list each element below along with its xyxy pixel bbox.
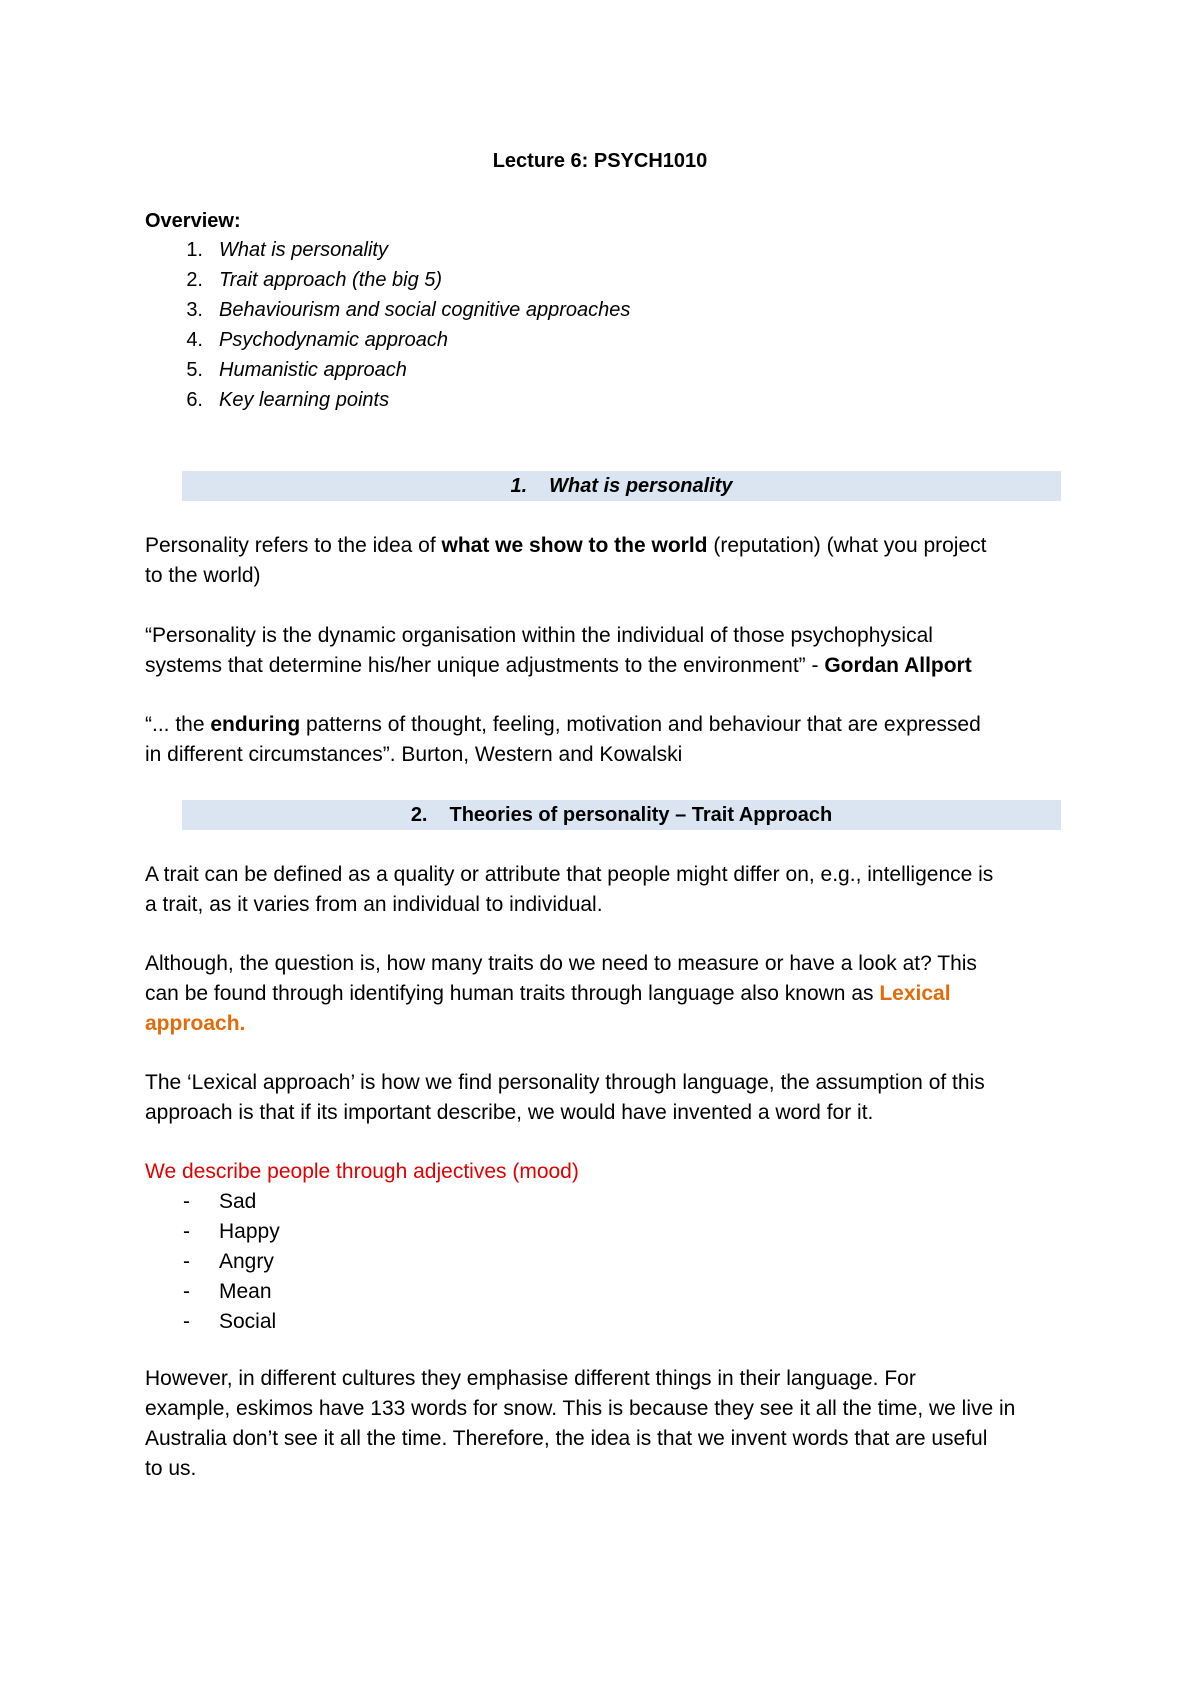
highlight-term: Lexical [879,982,951,1005]
dash-bullet: - [183,1310,190,1333]
list-number: 4. [186,329,203,351]
list-text: Humanistic approach [219,359,407,381]
text-line: in different circumstances”. Burton, Western and Kowalski [145,743,683,766]
text-line: Although, the question is, how many traits do we need to measure or have a look at? This [145,952,977,975]
dash-bullet: - [183,1220,190,1243]
list-text: Happy [219,1220,280,1243]
list-number: 3. [186,299,203,321]
paragraph-cultures [145,1364,1075,1484]
text-run: patterns of thought, feeling, motivation and behaviour that are expressed [300,713,981,736]
text-run: Personality refers to the idea of [145,534,442,557]
list-text: Social [219,1310,277,1333]
text-line: Australia don’t see it all the time. Therefore, the idea is that we invent words that are useful [145,1427,988,1450]
section-heading-2 [182,800,1061,830]
list-text: Angry [219,1250,274,1273]
text-run: (reputation) (what you project [707,534,987,557]
paragraph-lexical-explanation [145,1068,1075,1128]
section-number: 1. [510,475,528,497]
list-text: Key learning points [219,389,390,411]
text-line: to the world) [145,564,261,587]
dash-bullet: - [183,1190,190,1213]
section-title: Theories of personality – Trait Approach [449,804,833,826]
text-line: The ‘Lexical approach’ is how we find personality through language, the assumption of this [145,1071,985,1094]
text-line: However, in different cultures they emphasise different things in their language. For [145,1367,916,1390]
list-text: Mean [219,1280,272,1303]
text-run: systems that determine his/her unique adjustments to the environment” - [145,654,825,677]
dash-bullet: - [183,1280,190,1303]
bold-text: what we show to the world [441,534,708,557]
list-number: 2. [186,269,203,291]
paragraph-personality-definition [145,531,1075,591]
text-line: A trait can be defined as a quality or attribute that people might differ on, e.g., intelligence is [145,863,994,886]
paragraph-lexical-intro [145,949,1075,1039]
text-line: a trait, as it varies from an individual to individual. [145,893,603,916]
text-run: can be found through identifying human traits through language also known as [145,982,880,1005]
list-text: Trait approach (the big 5) [219,269,443,291]
list-text: Psychodynamic approach [219,329,449,351]
quote-author: Gordan Allport [824,654,972,677]
overview-label: Overview: [145,210,241,232]
paragraph-trait-definition [145,860,1075,920]
page-title: Lecture 6: PSYCH1010 [492,150,708,172]
section-title: What is personality [549,475,733,497]
list-text: What is personality [219,239,388,261]
paragraph-burton-quote [145,710,1075,770]
dash-bullet: - [183,1250,190,1273]
text-line: example, eskimos have 133 words for snow. This is because they see it all the time, we live in [145,1397,1016,1420]
text-line: to us. [145,1457,197,1480]
list-number: 1. [186,239,203,261]
list-number: 5. [186,359,203,381]
paragraph-allport-quote [145,621,1075,681]
text-run: “... the [145,713,211,736]
red-subheading: We describe people through adjectives (mood) [145,1160,579,1183]
text-line: approach is that if its important describe, we would have invented a word for it. [145,1101,874,1124]
list-text: Behaviourism and social cognitive approaches [219,299,631,321]
list-number: 6. [186,389,203,411]
section-number: 2. [410,804,428,826]
list-text: Sad [219,1190,257,1213]
text-line: “Personality is the dynamic organisation within the individual of those psychophysical [145,624,933,647]
bold-text: enduring [210,713,301,736]
section-heading-1 [182,471,1061,501]
highlight-term: approach. [145,1012,246,1035]
